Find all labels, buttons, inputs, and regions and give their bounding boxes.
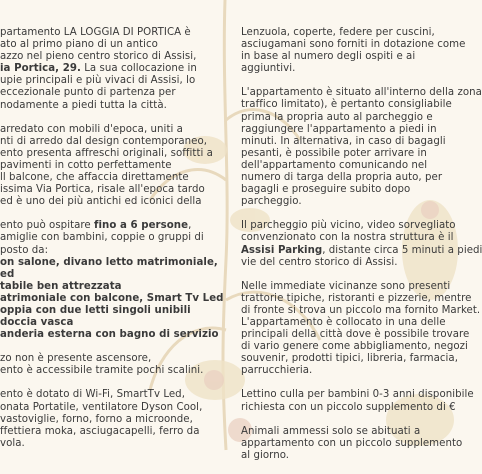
right-text-column bbox=[241, 27, 482, 474]
room-list-item: atrimoniale con balcone, Smart Tv Led bbox=[0, 292, 224, 304]
amenities-paragraph bbox=[0, 389, 210, 449]
text-line: ato al primo piano di un antico bbox=[0, 39, 158, 51]
room-list-item: oppia con due letti singoli unibili bbox=[0, 304, 191, 316]
text-line: traffico limitato), è pertanto consigliabile bbox=[241, 99, 452, 111]
pets-paragraph bbox=[241, 425, 463, 462]
text-line: minuti. In alternativa, in caso di bagagli bbox=[241, 135, 446, 147]
parking-line: Assisi Parking, distante circa 5 minuti a piedi bbox=[241, 244, 482, 256]
crib-paragraph bbox=[241, 389, 474, 413]
text-line: azzo nel pieno centro storico di Assisi, bbox=[0, 51, 197, 63]
text-line: zo non è presente ascensore, bbox=[0, 353, 152, 365]
text-line: bagagli e proseguire subito dopo bbox=[241, 184, 411, 196]
address-line: ia Portica, 29. La sua collocazione in bbox=[0, 63, 197, 75]
text-line: aggiuntivi. bbox=[241, 63, 296, 75]
room-list-item: anderia esterna con bagno di servizio bbox=[0, 329, 219, 341]
text-line: appartamento con un piccolo supplemento bbox=[241, 437, 463, 449]
text-line: Il parcheggio più vicino, video sorvegliato bbox=[241, 220, 456, 232]
text-line: eccezionale punto di partenza per bbox=[0, 87, 176, 99]
intro-paragraph bbox=[0, 27, 210, 112]
text-line: vola. bbox=[0, 437, 25, 449]
text-line: Lenzuola, coperte, federe per cuscini, bbox=[241, 27, 435, 38]
furnishing-paragraph bbox=[0, 123, 213, 209]
parking-paragraph bbox=[241, 220, 482, 268]
left-text-column bbox=[0, 27, 224, 462]
address-bold: ia Portica, 29. bbox=[0, 63, 81, 75]
text-line: ento è dotato di Wi-Fi, SmartTv Led, bbox=[0, 389, 185, 401]
text-line: partamento LA LOGGIA DI PORTICA è bbox=[0, 27, 191, 38]
text-line: vastoviglie, forno, forno a microonde, bbox=[0, 413, 193, 425]
text-line: dell'appartamento comunicando nel bbox=[241, 159, 428, 171]
capacity-paragraph bbox=[0, 220, 224, 341]
text-line: ll balcone, che affaccia direttamente bbox=[0, 172, 189, 184]
text-line: Nelle immediate vicinanze sono presenti bbox=[241, 280, 451, 292]
text-line: parrucchieria. bbox=[241, 365, 313, 377]
text-line: ento presenta affreschi originali, soffitti a bbox=[0, 147, 213, 159]
text-line: Animali ammessi solo se abituati a bbox=[241, 425, 421, 437]
text-line: parcheggio. bbox=[241, 196, 302, 208]
text-line: ento è accessibile tramite pochi scalini. bbox=[0, 365, 204, 377]
text-line: onata Portatile, ventilatore Dyson Cool, bbox=[0, 401, 203, 413]
nearby-paragraph bbox=[241, 280, 481, 378]
text-line: in base al numero degli ospiti e ai bbox=[241, 51, 416, 63]
text-line: numero di targa della propria auto, per bbox=[241, 172, 443, 184]
text-line: Lettino culla per bambini 0-3 anni disponibile bbox=[241, 389, 474, 401]
room-list-item: on salone, divano letto matrimoniale, bbox=[0, 256, 218, 268]
text-line: richiesta con un piccolo supplemento di € bbox=[241, 401, 456, 413]
room-list-item: tabile ben attrezzata bbox=[0, 280, 122, 292]
access-paragraph bbox=[0, 353, 210, 377]
text-line: convenzionato con la nostra struttura è il bbox=[241, 232, 454, 244]
text-line: di vario genere come abbigliamento, negozi bbox=[241, 341, 468, 353]
parking-name: Assisi Parking bbox=[241, 244, 323, 256]
text-line: prima la propria auto al parcheggio e bbox=[241, 111, 433, 123]
text-line: L'appartamento è situato all'interno della zona bbox=[241, 87, 482, 99]
text-line: issima Via Portica, risale all'epoca tardo bbox=[0, 184, 205, 196]
room-list-item: doccia vasca bbox=[0, 317, 74, 329]
text-line: nti di arredo dal design contemporaneo, bbox=[0, 135, 208, 147]
text-line: pavimenti in cotto perfettamente bbox=[0, 159, 172, 171]
text-line: upie principali e più vivaci di Assisi, lo bbox=[0, 75, 196, 87]
room-list-item: ed bbox=[0, 268, 15, 280]
text-line: pesanti, è possibile poter arrivare in bbox=[241, 147, 427, 159]
location-paragraph bbox=[241, 87, 482, 208]
text-line: di fronte si trova un piccolo ma fornito Market. bbox=[241, 304, 481, 316]
text-line: principali della città dove è possibile trovare bbox=[241, 329, 470, 341]
text-line: ffettiera moka, asciugacapelli, ferro da bbox=[0, 425, 200, 437]
linen-paragraph bbox=[241, 27, 466, 75]
text-line: nodamente a piedi tutta la città. bbox=[0, 99, 167, 111]
text-line: souvenir, prodotti tipici, libreria, farmacia, bbox=[241, 353, 459, 365]
text-line: amiglie con bambini, coppie o gruppi di bbox=[0, 232, 204, 244]
text-line: arredato con mobili d'epoca, uniti a bbox=[0, 123, 183, 135]
text-line: L'appartamento è collocato in una delle bbox=[241, 316, 446, 328]
text-line: posto da: bbox=[0, 244, 49, 256]
text-line: ed è uno dei più antichi ed iconici della bbox=[0, 196, 202, 208]
text-line: vie del centro storico di Assisi. bbox=[241, 256, 398, 268]
text-line: raggiungere l'appartamento a piedi in bbox=[241, 123, 437, 135]
text-line: trattorie tipiche, ristoranti e pizzerie, mentre bbox=[241, 292, 472, 304]
capacity-line: ento può ospitare fino a 6 persone, bbox=[0, 220, 192, 232]
text-line: al giorno. bbox=[241, 449, 290, 461]
text-line: asciugamani sono forniti in dotazione come bbox=[241, 39, 466, 51]
